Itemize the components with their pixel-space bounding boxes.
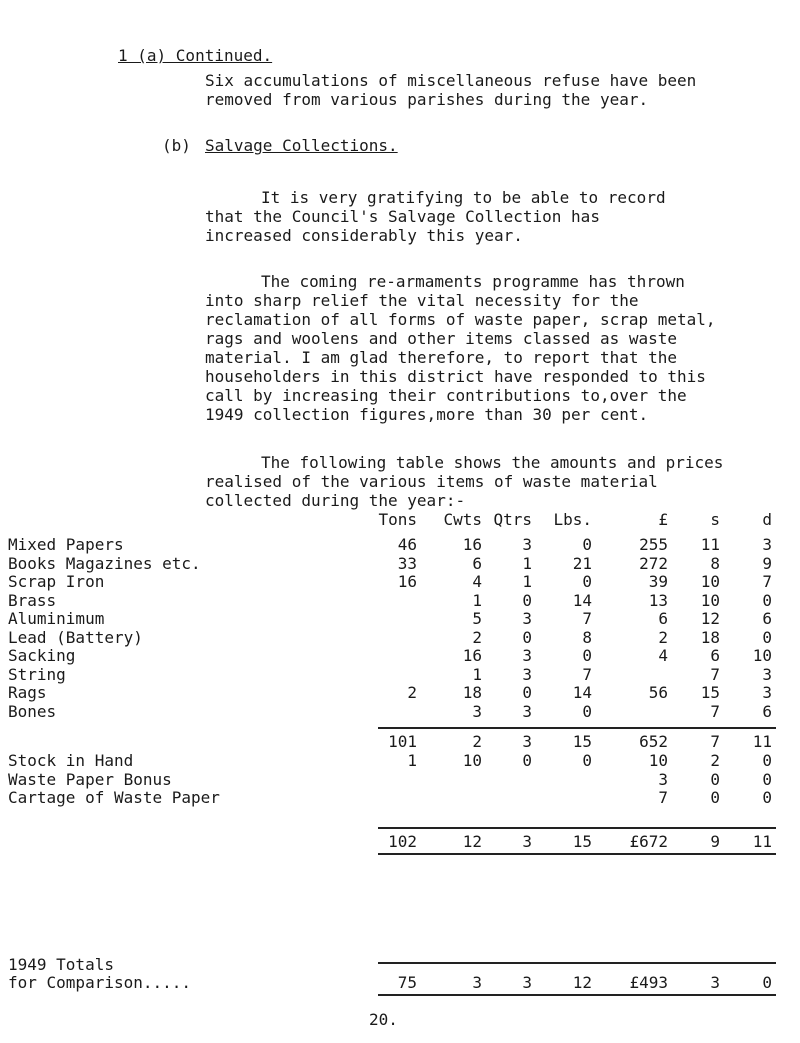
paragraph-1-text: It is very gratifying to be able to record that the Council's Salvage Collection has increased considerably this year. [205, 188, 666, 245]
cell-lbs: 14 [572, 590, 592, 610]
cell-pounds: 39 [648, 572, 668, 591]
cell-shillings: 11 [700, 535, 720, 554]
comparison-label-line2: for Comparison..... [8, 973, 192, 992]
header-cwts: Cwts [443, 510, 482, 529]
cell-pounds: 272 [639, 553, 668, 573]
cell-shillings: 3 [710, 973, 720, 992]
cell-lbs: 12 [572, 973, 592, 992]
cell-pence: 0 [762, 973, 772, 992]
cell-qtrs: 3 [522, 646, 532, 665]
cell-pounds: 255 [639, 535, 668, 554]
cell-cwts: 12 [462, 832, 482, 851]
cell-pence: 0 [762, 788, 772, 807]
cell-lbs: 0 [582, 701, 592, 721]
cell-shillings: 6 [710, 646, 720, 665]
cell-pence: 0 [762, 627, 772, 647]
total-rule [378, 827, 776, 829]
cell-pounds: 652 [639, 732, 668, 751]
cell-cwts: 5 [472, 609, 482, 628]
cell-shillings: 7 [710, 701, 720, 721]
cell-lbs: 14 [572, 683, 592, 702]
cell-cwts: 6 [472, 553, 482, 573]
row-label: Mixed Papers [8, 535, 124, 554]
row-label: Aluminimum [8, 609, 105, 628]
cell-lbs: 15 [572, 832, 592, 851]
cell-shillings: 2 [710, 751, 720, 770]
cell-pounds: 4 [658, 646, 668, 665]
cell-lbs: 21 [572, 553, 592, 573]
cell-qtrs: 3 [522, 535, 532, 554]
section-b-title: Salvage Collections. [205, 136, 398, 155]
cell-shillings: 0 [710, 788, 720, 807]
cell-pence: 0 [762, 769, 772, 789]
cell-lbs: 7 [582, 664, 592, 684]
cell-tons: 75 [397, 973, 417, 992]
cell-pounds: £672 [629, 832, 668, 851]
section-a-text: Six accumulations of miscellaneous refuse have been removed from various parishes during the year. [205, 71, 697, 109]
cell-shillings: 10 [700, 590, 720, 610]
row-label: Stock in Hand [8, 751, 134, 770]
cell-shillings: 15 [700, 683, 720, 702]
cell-shillings: 9 [710, 832, 720, 851]
cell-pence: 3 [762, 683, 772, 702]
cell-tons: 46 [397, 535, 417, 554]
cell-pence: 0 [762, 751, 772, 770]
cell-cwts: 1 [472, 590, 482, 610]
cell-qtrs: 0 [522, 590, 532, 610]
cell-qtrs: 3 [522, 701, 532, 721]
cell-pence: 11 [752, 832, 772, 851]
header-shillings: s [710, 510, 720, 529]
cell-pence: 7 [762, 572, 772, 591]
cell-cwts: 18 [462, 683, 482, 702]
row-label: Waste Paper Bonus [8, 769, 172, 789]
cell-cwts: 3 [472, 701, 482, 721]
cell-cwts: 16 [462, 535, 482, 554]
cell-tons: 1 [407, 751, 417, 770]
cell-lbs: 15 [572, 732, 592, 751]
cell-shillings: 12 [700, 609, 720, 628]
cell-cwts: 3 [472, 973, 482, 992]
cell-pence: 3 [762, 664, 772, 684]
total-rule [378, 727, 776, 729]
total-rule [378, 962, 776, 964]
cell-qtrs: 3 [522, 973, 532, 992]
cell-pence: 3 [762, 535, 772, 554]
cell-qtrs: 3 [522, 732, 532, 751]
cell-shillings: 7 [710, 732, 720, 751]
cell-shillings: 7 [710, 664, 720, 684]
cell-pounds: 3 [658, 769, 668, 789]
row-label: Scrap Iron [8, 572, 105, 591]
row-label: Sacking [8, 646, 76, 665]
row-label: Rags [8, 683, 47, 702]
cell-qtrs: 0 [522, 627, 532, 647]
cell-lbs: 0 [582, 572, 592, 591]
cell-lbs: 8 [582, 627, 592, 647]
cell-lbs: 0 [582, 751, 592, 770]
cell-shillings: 0 [710, 769, 720, 789]
row-label: Lead (Battery) [8, 627, 143, 647]
cell-cwts: 4 [472, 572, 482, 591]
cell-cwts: 1 [472, 664, 482, 684]
cell-pence: 11 [752, 732, 772, 751]
cell-pounds: £493 [629, 973, 668, 992]
page-number: 20. [369, 1010, 398, 1029]
comparison-label-line1: 1949 Totals [8, 955, 114, 974]
cell-tons: 2 [407, 683, 417, 702]
cell-qtrs: 3 [522, 664, 532, 684]
cell-pounds: 7 [658, 788, 668, 807]
header-lbs: Lbs. [553, 510, 592, 529]
cell-qtrs: 3 [522, 609, 532, 628]
paragraph-3-text: The following table shows the amounts and prices realised of the various items of waste material collected during the year:- [205, 453, 724, 510]
cell-cwts: 2 [472, 732, 482, 751]
cell-cwts: 10 [462, 751, 482, 770]
cell-pence: 6 [762, 701, 772, 721]
cell-lbs: 0 [582, 535, 592, 554]
cell-cwts: 16 [462, 646, 482, 665]
cell-tons: 16 [397, 572, 417, 591]
row-label: Bones [8, 701, 57, 721]
row-label: Books Magazines etc. [8, 553, 201, 573]
cell-pounds: 56 [648, 683, 668, 702]
cell-pounds: 2 [658, 627, 668, 647]
row-label: String [8, 664, 66, 684]
total-rule [378, 994, 776, 996]
cell-pounds: 13 [648, 590, 668, 610]
section-b-marker: (b) [162, 136, 191, 155]
cell-pence: 0 [762, 590, 772, 610]
paragraph-2-text: The coming re-armaments programme has thrown into sharp relief the vital necessity for the reclamation of all forms of waste paper, scrap metal, rags and woolens and other items classed as waste material. I am glad therefore, to report that the householders in this district have responded to this call by increasing their contributions to,over the 1949 collection figures,more than 30 per cent. [205, 272, 716, 424]
cell-qtrs: 1 [522, 572, 532, 591]
cell-qtrs: 0 [522, 751, 532, 770]
header-pounds: £ [658, 510, 668, 529]
cell-lbs: 0 [582, 646, 592, 665]
cell-tons: 102 [388, 832, 417, 851]
cell-pounds: 6 [658, 609, 668, 628]
cell-shillings: 10 [700, 572, 720, 591]
section-heading: 1 (a) Continued. [118, 46, 273, 65]
cell-cwts: 2 [472, 627, 482, 647]
cell-shillings: 18 [700, 627, 720, 647]
cell-pence: 10 [752, 646, 772, 665]
cell-pence: 9 [762, 553, 772, 573]
cell-qtrs: 0 [522, 683, 532, 702]
cell-shillings: 8 [710, 553, 720, 573]
cell-tons: 101 [388, 732, 417, 751]
cell-qtrs: 1 [522, 553, 532, 573]
header-qtrs: Qtrs [493, 510, 532, 529]
total-rule [378, 853, 776, 855]
header-pence: d [762, 510, 772, 529]
cell-lbs: 7 [582, 609, 592, 628]
cell-tons: 33 [397, 553, 417, 573]
cell-qtrs: 3 [522, 832, 532, 851]
cell-pounds: 10 [648, 751, 668, 770]
cell-pence: 6 [762, 609, 772, 628]
header-tons: Tons [378, 510, 417, 529]
row-label: Brass [8, 590, 57, 610]
row-label: Cartage of Waste Paper [8, 788, 220, 807]
